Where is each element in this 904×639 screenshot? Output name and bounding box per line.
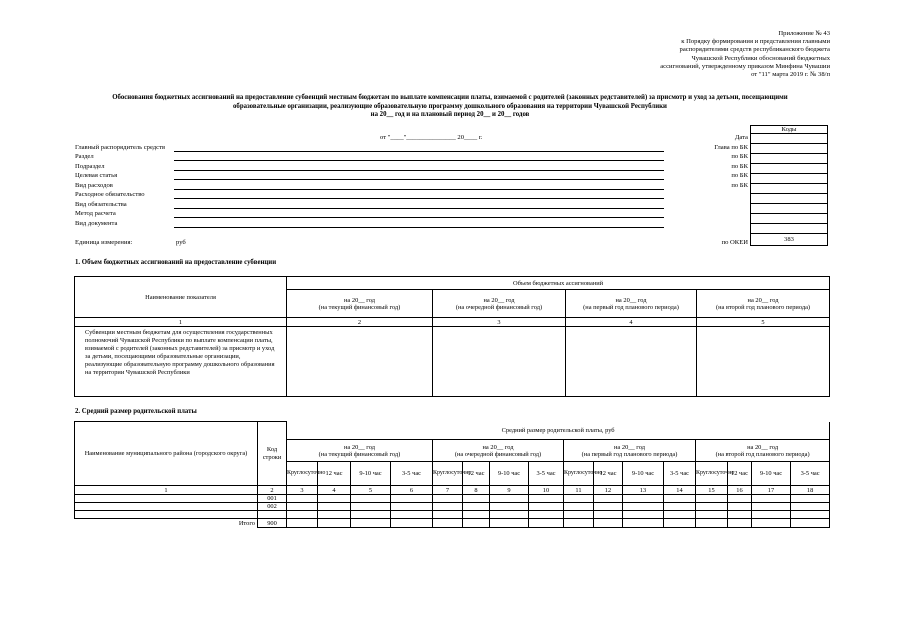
value-cell[interactable] <box>318 503 351 511</box>
code-label: Дата <box>734 134 748 141</box>
unit-value: руб <box>176 239 186 246</box>
value-cell[interactable] <box>594 503 623 511</box>
subcol-header: 3-5 час <box>664 462 696 486</box>
subcol-header: 3-5 час <box>391 462 433 486</box>
col-number: 4 <box>318 486 351 495</box>
value-cell[interactable] <box>728 495 752 503</box>
code-label: Глава по БК <box>714 144 748 151</box>
period-header <box>433 290 566 318</box>
col-number: 9 <box>490 486 529 495</box>
value-cell[interactable] <box>529 495 564 503</box>
value-cell[interactable] <box>696 495 728 503</box>
appendix-line: от "11" марта 2019 г. № 38/п <box>751 71 830 79</box>
value-cell[interactable] <box>287 519 318 528</box>
value-cell[interactable] <box>463 495 490 503</box>
field-label: Подраздел <box>75 163 105 170</box>
title-line-2: образовательные организации, реализующие образовательную программу дошкольного образования на территории Чувашской Республики <box>233 102 667 110</box>
subcol-header: 9-10 час <box>351 462 391 486</box>
value-cell[interactable] <box>318 495 351 503</box>
total-label: Итого <box>75 519 258 528</box>
value-cell[interactable] <box>490 511 529 519</box>
period-year: на 20__ год <box>614 443 645 451</box>
row-code <box>258 511 287 519</box>
value-cell[interactable] <box>351 511 391 519</box>
field-line[interactable] <box>174 170 664 171</box>
value-cell[interactable] <box>287 511 318 519</box>
value-cell[interactable] <box>697 327 830 397</box>
col-number: 7 <box>433 486 463 495</box>
value-cell[interactable] <box>623 495 664 503</box>
subcol-header: Круглосуточно <box>287 462 318 486</box>
value-cell[interactable] <box>564 495 594 503</box>
value-cell[interactable] <box>287 327 433 397</box>
period-header <box>566 290 697 318</box>
col-group-header: Средний размер родительской платы, руб <box>287 422 830 440</box>
codes-box <box>750 125 828 246</box>
codes-title: Коды <box>750 125 828 134</box>
value-cell[interactable] <box>564 511 594 519</box>
row-description: Субвенции местным бюджетам для осуществления государственных полномочий Чувашской Республики по выплате компенсации платы, взимаемой с родителей (законных редставителей) за присмотр и уход за детьми, посещающими образовательные организации, реализующие образовательную программу дошкольного образования на территории Чувашской Республики <box>75 327 287 397</box>
subcol-header: Круглосуточно <box>696 462 728 486</box>
field-line[interactable] <box>174 208 664 209</box>
value-cell[interactable] <box>433 503 463 511</box>
value-cell[interactable] <box>463 519 490 528</box>
row-code: 002 <box>258 503 287 511</box>
code-label: по БК <box>731 153 748 160</box>
col-number: 5 <box>351 486 391 495</box>
value-cell[interactable] <box>696 503 728 511</box>
value-cell[interactable] <box>391 495 433 503</box>
subcol-header: 12 час <box>463 462 490 486</box>
period-year: на 20__ год <box>482 443 514 451</box>
col-number: 1 <box>75 318 287 327</box>
table-row <box>75 503 830 511</box>
value-cell[interactable] <box>391 511 433 519</box>
appendix-line: распорядителями средств республиканского бюджета <box>679 46 830 54</box>
code-label: по БК <box>731 172 748 179</box>
value-cell[interactable] <box>463 511 490 519</box>
value-cell[interactable] <box>564 503 594 511</box>
col-number: 14 <box>664 486 696 495</box>
value-cell[interactable] <box>566 327 697 397</box>
period-year: на 20__ год <box>615 296 647 304</box>
field-line[interactable] <box>174 151 664 152</box>
period-header <box>697 290 830 318</box>
field-label: Метод расчета <box>75 210 116 217</box>
table-row <box>75 511 830 519</box>
district-cell[interactable] <box>75 511 258 519</box>
field-line[interactable] <box>174 189 664 190</box>
period-desc: (на очередной финансовый год) <box>454 450 542 458</box>
subcol-header: 3-5 час <box>529 462 564 486</box>
col-number: 3 <box>433 318 566 327</box>
value-cell[interactable] <box>351 495 391 503</box>
field-label: Вид расходов <box>75 182 113 189</box>
value-cell[interactable] <box>664 511 696 519</box>
period-desc: (на второй год планового периода) <box>715 303 811 311</box>
period-desc: (на текущий финансовый год) <box>318 303 401 311</box>
value-cell[interactable] <box>529 511 564 519</box>
period-year: на 20__ год <box>344 443 375 451</box>
field-line[interactable] <box>174 217 664 218</box>
title-line-3: на 20__ год и на плановый период 20__ и 20__ годов <box>370 111 530 119</box>
code-label: по БК <box>731 182 748 189</box>
subcol-header: 12 час <box>728 462 752 486</box>
parent-fee-table <box>74 421 830 528</box>
value-cell[interactable] <box>433 495 463 503</box>
value-cell[interactable] <box>752 495 791 503</box>
value-cell[interactable] <box>529 503 564 511</box>
value-cell[interactable] <box>664 495 696 503</box>
appendix-line: к Порядку формирования и представления главными <box>681 38 830 46</box>
value-cell[interactable] <box>351 519 391 528</box>
subcol-header: Круглосуточно <box>433 462 463 486</box>
period-desc: (на очередной финансовый год) <box>455 303 543 311</box>
value-cell[interactable] <box>594 495 623 503</box>
value-cell[interactable] <box>463 503 490 511</box>
period-desc: (на первый год планового периода) <box>583 303 679 311</box>
col-number: 2 <box>258 486 287 495</box>
value-cell[interactable] <box>594 519 623 528</box>
field-line[interactable] <box>174 160 664 161</box>
col-number: 2 <box>287 318 433 327</box>
col-number: 6 <box>391 486 433 495</box>
period-desc: (на первый год планового периода) <box>581 450 678 458</box>
value-cell[interactable] <box>529 519 564 528</box>
col-indicator-header: Наименование показателя <box>75 277 287 318</box>
col-number: 12 <box>594 486 623 495</box>
appendix-line: Приложение № 43 <box>778 30 830 37</box>
period-header <box>287 440 433 462</box>
col-group-header: Объем бюджетных ассигнований <box>287 277 830 290</box>
col-number: 1 <box>75 486 258 495</box>
field-label: Целевая статья <box>75 172 118 179</box>
row-code: 001 <box>258 495 287 503</box>
subcol-header: 9-10 час <box>490 462 529 486</box>
col-number: 16 <box>728 486 752 495</box>
value-cell[interactable] <box>728 503 752 511</box>
district-cell[interactable] <box>75 503 258 511</box>
value-cell[interactable] <box>287 503 318 511</box>
col-code-header: Код строки <box>258 422 287 486</box>
field-line[interactable] <box>174 179 664 180</box>
value-cell[interactable] <box>791 511 830 519</box>
total-code: 900 <box>258 519 287 528</box>
value-cell[interactable] <box>791 519 830 528</box>
subcol-header: 9-10 час <box>752 462 791 486</box>
value-cell[interactable] <box>318 519 351 528</box>
value-cell[interactable] <box>664 503 696 511</box>
total-row <box>75 519 830 528</box>
period-desc: (на второй год планового периода) <box>715 450 810 458</box>
value-cell[interactable] <box>623 519 664 528</box>
value-cell[interactable] <box>752 511 791 519</box>
unit-label: Единица измерения: <box>75 239 133 246</box>
value-cell[interactable] <box>752 503 791 511</box>
value-cell[interactable] <box>594 511 623 519</box>
value-cell[interactable] <box>391 519 433 528</box>
col-number: 13 <box>623 486 664 495</box>
subcol-header: 9-10 час <box>623 462 664 486</box>
value-cell[interactable] <box>664 519 696 528</box>
col-number: 4 <box>566 318 697 327</box>
okei-code: 383 <box>750 233 828 246</box>
subcol-header: 3-5 час <box>791 462 830 486</box>
period-header <box>287 290 433 318</box>
col-number: 8 <box>463 486 490 495</box>
period-desc: (на текущий финансовый год) <box>318 450 401 458</box>
col-number: 18 <box>791 486 830 495</box>
budget-table <box>74 276 830 397</box>
value-cell[interactable] <box>623 503 664 511</box>
value-cell[interactable] <box>433 511 463 519</box>
date-line: от "____"_______________ 20____ г. <box>380 134 483 141</box>
value-cell[interactable] <box>490 519 529 528</box>
period-year: на 20__ год <box>747 443 779 451</box>
value-cell[interactable] <box>696 519 728 528</box>
value-cell[interactable] <box>391 503 433 511</box>
subcol-header: Круглосуточно <box>564 462 594 486</box>
period-header <box>696 440 830 462</box>
field-line[interactable] <box>174 227 664 228</box>
period-year: на 20__ год <box>483 296 515 304</box>
field-label: Вид обязательства <box>75 201 127 208</box>
subcol-header: 12 час <box>594 462 623 486</box>
value-cell[interactable] <box>287 495 318 503</box>
appendix-line: ассигнований, утвержденному приказом Минфина Чувашии <box>660 62 830 70</box>
col-number: 11 <box>564 486 594 495</box>
district-cell[interactable] <box>75 495 258 503</box>
value-cell[interactable] <box>623 511 664 519</box>
code-label: по БК <box>731 163 748 170</box>
col-number: 17 <box>752 486 791 495</box>
period-year: на 20__ год <box>747 296 779 304</box>
value-cell[interactable] <box>696 511 728 519</box>
title-line-1: Обоснования бюджетных ассигнований на предоставление субвенций местным бюджетам по выплате компенсации платы, взимаемой с родителей (законных редставителей) за присмотр и уход за детьми, посещающими <box>112 94 788 101</box>
value-cell[interactable] <box>791 503 830 511</box>
appendix-line: Чувашской Республики обоснований бюджетных <box>691 54 830 62</box>
value-cell[interactable] <box>564 519 594 528</box>
value-cell[interactable] <box>490 503 529 511</box>
field-label: Раздел <box>75 153 94 160</box>
value-cell[interactable] <box>490 495 529 503</box>
value-cell[interactable] <box>728 519 752 528</box>
field-label: Главный распорядитель средств <box>75 144 166 151</box>
period-header <box>433 440 564 462</box>
field-label: Расходное обязательство <box>75 191 145 198</box>
okei-label: по ОКЕИ <box>721 239 748 246</box>
value-cell[interactable] <box>752 519 791 528</box>
subcol-header: 12 час <box>318 462 351 486</box>
period-header <box>564 440 696 462</box>
value-cell[interactable] <box>351 503 391 511</box>
col-number: 3 <box>287 486 318 495</box>
col-number: 5 <box>697 318 830 327</box>
period-year: на 20__ год <box>344 296 375 304</box>
value-cell[interactable] <box>791 495 830 503</box>
value-cell[interactable] <box>728 511 752 519</box>
col-number: 10 <box>529 486 564 495</box>
col-district-header: Наименование муниципального района (городского округа) <box>75 422 258 486</box>
table-row <box>75 495 830 503</box>
value-cell[interactable] <box>318 511 351 519</box>
field-line[interactable] <box>174 198 664 199</box>
section1-title: 1. Объем бюджетных ассигнований на предоставление субвенции <box>75 259 277 266</box>
col-number: 15 <box>696 486 728 495</box>
section2-title: 2. Средний размер родительской платы <box>75 408 197 415</box>
field-label: Вид документа <box>75 220 118 227</box>
value-cell[interactable] <box>433 327 566 397</box>
value-cell[interactable] <box>433 519 463 528</box>
